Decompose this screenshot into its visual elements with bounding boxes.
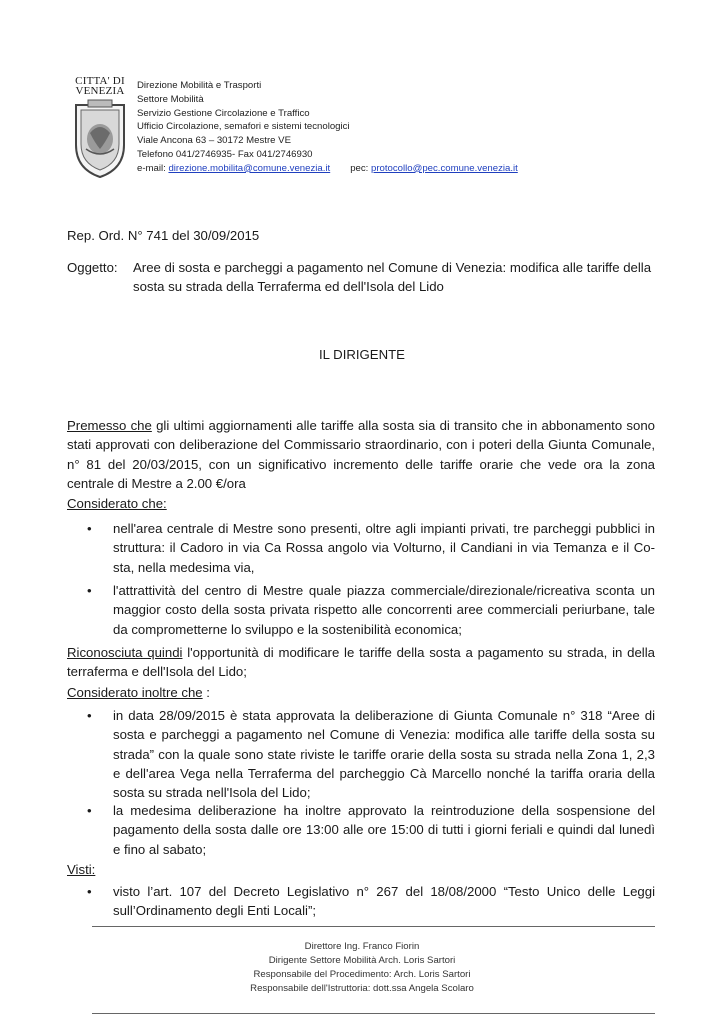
bullet-icon: •	[87, 803, 92, 818]
footer-line: Responsabile dell'Istruttoria: dott.ssa Angela Scolaro	[250, 983, 474, 994]
list-item-text: la medesima deliberazione ha inoltre approvato la reintroduzione della sospensione del pagamento della sosta dalle ore 13:00 alle ore 15:00 di tutti i giorni feriali e quindi dal lunedì e fino al sabato;	[113, 803, 655, 857]
bullet-icon: •	[87, 521, 92, 536]
repertorio-number: Rep. Ord. N° 741 del 30/09/2015	[67, 228, 260, 243]
riconosciuta-paragraph	[67, 643, 655, 682]
list-item-text: l'attrattività del centro di Mestre quale piazza commerciale/direzionale/ricreativa sconta un maggior costo della sosta privata rispetto alle concorrenti aree commerciali periurbane, tale da comprometterne lo sviluppo e la sostenibilità economica;	[113, 583, 655, 637]
visti-lead: Visti:	[67, 862, 96, 877]
premesso-text: gli ultimi aggiornamenti alle tariffe alla sosta sia di transito che in abbonamento sono stati approvati con deliberazione del Commissario straordinario, con i poteri della Giunta Comunale, n° 81 del 20/03/2015, con un significativo incremento delle tariffe orarie che vede ora la zona centrale di Mestre a 2.00 €/ora	[67, 418, 655, 491]
list-item	[87, 519, 655, 577]
office-contact-block	[137, 79, 518, 176]
list-item	[87, 581, 655, 639]
footer-line: Direttore Ing. Franco Fiorin	[304, 941, 420, 952]
subject-label: Oggetto:	[67, 260, 118, 275]
considerato-lead: Considerato che:	[67, 496, 167, 511]
footer-signatories	[0, 940, 724, 996]
list-item-text: in data 28/09/2015 è stata approvata la deliberazione di Giunta Comunale n° 318 “Aree di sosta e parcheggi a pagamento nel Comune di Venezia: modifica alle tariffe della sosta su strada” con la quale sono state riviste le tariffe orarie della sosta su strada nella Zona 1, 2,3 e dell'area Vega nella Terraferma del parcheggio Cà Marcello nonché la tariffa oraria della sosta su strada nell'Isola del Lido;	[113, 708, 655, 801]
visti-heading	[67, 860, 655, 879]
city-logo-text	[70, 76, 130, 96]
email-link[interactable]: direzione.mobilita@comune.venezia.it	[168, 162, 331, 174]
header-line: Settore Mobilità	[137, 93, 204, 105]
list-item	[87, 801, 655, 859]
riconosciuta-text: l'opportunità di modificare le tariffe della sosta a pagamento su strada, in della terraferma e dell'Isola del Lido;	[67, 645, 655, 680]
contact-line	[137, 162, 518, 176]
subject-text: Aree di sosta e parcheggi a pagamento nel Comune di Venezia: modifica alle tariffe della sosta su strada della Terraferma ed dell'Isola del Lido	[133, 260, 652, 295]
premesso-lead: Premesso che	[67, 418, 152, 433]
list-item-text: visto l’art. 107 del Decreto Legislativo n° 267 del 18/08/2000 “Testo Unico delle Leggi sull’Ordinamento degli Enti Locali”;	[113, 884, 655, 919]
email-label: e-mail:	[137, 162, 169, 174]
considerato-inoltre-lead: Considerato inoltre che	[67, 685, 203, 700]
footer-line: Responsabile del Procedimento: Arch. Loris Sartori	[253, 969, 471, 980]
document-title: IL DIRIGENTE	[319, 347, 405, 362]
bullet-icon: •	[87, 708, 92, 723]
premesso-paragraph	[67, 416, 655, 493]
considerato-inoltre-heading	[67, 683, 655, 702]
list-item-text: nell'area centrale di Mestre sono presenti, oltre agli impianti privati, tre parcheggi pubblici in struttura: il Cadoro in via Ca Rossa angolo via Volturno, il Candiani in via Temanza e il Co-sta, nella medesima via,	[113, 521, 655, 575]
pec-link[interactable]: protocollo@pec.comune.venezia.it	[371, 162, 518, 174]
considerato-inoltre-suffix: :	[202, 685, 210, 700]
pec-label: pec:	[350, 162, 371, 174]
venezia-crest-icon	[72, 99, 128, 179]
list-item	[87, 706, 655, 802]
header-line: Direzione Mobilità e Trasporti	[137, 80, 262, 91]
bullet-icon: •	[87, 884, 92, 899]
list-item	[87, 882, 655, 921]
footer-divider	[92, 1013, 655, 1014]
logo-text-line2: VENEZIA	[75, 85, 125, 97]
footer-divider	[92, 926, 655, 927]
header-line: Viale Ancona 63 – 30172 Mestre VE	[137, 135, 291, 147]
footer-line: Dirigente Settore Mobilità Arch. Loris Sartori	[268, 955, 456, 966]
considerato-heading	[67, 494, 655, 513]
header-line: Telefono 041/2746935- Fax 041/2746930	[137, 148, 313, 160]
header-line: Servizio Gestione Circolazione e Traffico	[137, 107, 310, 119]
logo-text-line1: CITTA' DI	[75, 75, 125, 87]
bullet-icon: •	[87, 583, 92, 598]
header-line: Ufficio Circolazione, semafori e sistemi tecnologici	[137, 121, 350, 133]
riconosciuta-lead: Riconosciuta quindi	[67, 645, 183, 660]
